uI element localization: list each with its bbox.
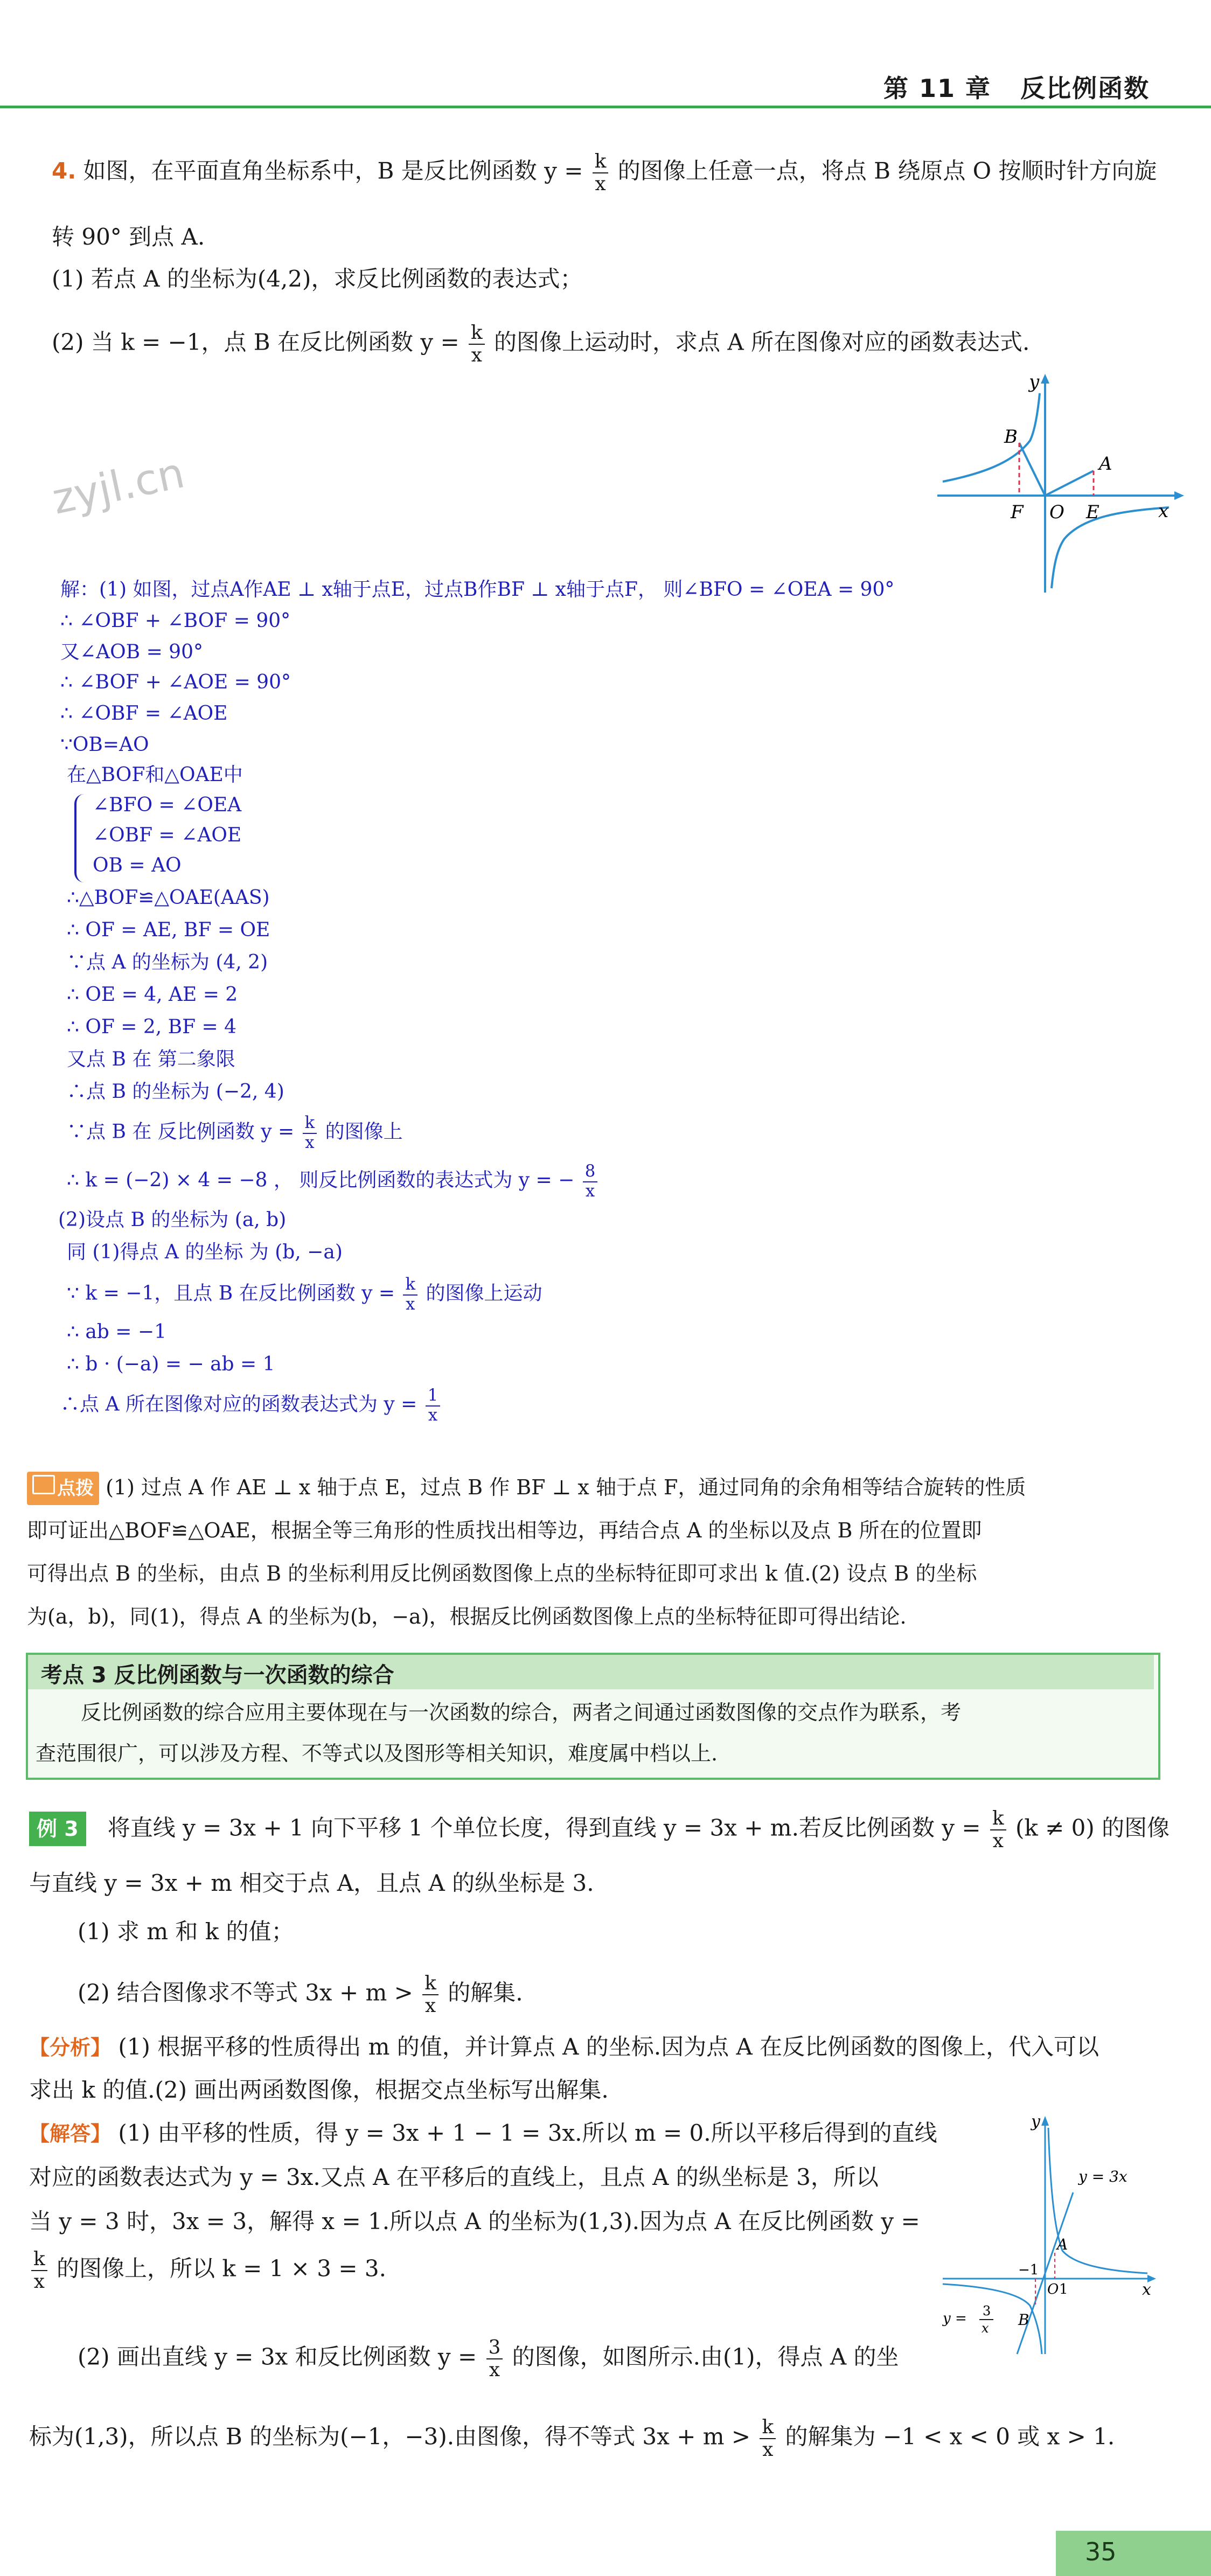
topic-line-1: 反比例函数的综合应用主要体现在与一次函数的综合，两者之间通过函数图像的交点作为联系，考: [81, 1701, 962, 1724]
solution-line-19: ∴ k = (−2) × 4 = −8 ， 则反比例函数的表达式为 y = − $\frac{8}{x}$: [67, 1164, 600, 1200]
pen-icon: [32, 1475, 55, 1494]
chapter-title: 反比例函数: [1020, 74, 1150, 103]
example-part1: (1) 求 m 和 k 的值；: [78, 1918, 294, 1945]
graph2-hyp-label: y =: [943, 2310, 967, 2327]
hint-line-3: 可得出点 B 的坐标，由点 B 的坐标利用反比例函数图像上点的坐标特征即可求出 k 值.(2) 设点 B 的坐标: [27, 1562, 977, 1585]
graph2-point-a: A: [1057, 2236, 1068, 2253]
solution-line-15: ∴ OF = 2, BF = 4: [67, 1016, 237, 1038]
example-line-1: 例 3 将直线 y = 3x + 1 向下平移 1 个单位长度，得到直线 y = 3x + m.若反比例函数 y = $\frac{k}{x}$ (k ≠ 0) 的图像: [29, 1809, 1170, 1850]
solution-line-24: ∴ b · (−a) = − ab = 1: [67, 1353, 275, 1375]
fraction-k-over-x: $\frac{k}{x}$: [593, 152, 609, 193]
watermark: zyjl.cn: [48, 449, 189, 524]
graph1-point-b: B: [1004, 426, 1018, 448]
solution-line-18: ∵点 B 在 反比例函数 y = $\frac{k}{x}$ 的图像上: [67, 1113, 403, 1152]
graph2-hyp-num: 3: [983, 2303, 991, 2319]
solution-line-7: 在△BOF和△OAE中: [67, 764, 243, 786]
brace: [74, 794, 87, 882]
topic-line-2: 查范围很广，可以涉及方程、不等式以及图形等相关知识，难度属中档以上.: [36, 1742, 718, 1765]
answer-line-3: 当 y = 3 时，3x = 3，解得 x = 1.所以点 A 的坐标为(1,3).因为点 A 在反比例函数 y =: [29, 2208, 920, 2234]
solution-brace-1: ∠BFO = ∠OEA: [93, 794, 242, 816]
graph2-line-label: y = 3x: [1078, 2168, 1128, 2185]
graph-intersection-figure: [937, 2112, 1164, 2359]
q4-part2: (2) 当 k = −1，点 B 在反比例函数 y = $\frac{k}{x}$ 的图像上运动时，求点 A 所在图像对应的函数表达式.: [52, 322, 1030, 366]
solution-line-17: ∴点 B 的坐标为 (−2, 4): [67, 1081, 284, 1103]
solution-line-6: ∵OB=AO: [60, 734, 149, 756]
analysis-line-2: 求出 k 的值.(2) 画出两函数图像，根据交点坐标写出解集.: [29, 2077, 609, 2103]
analysis-line-1: 【分析】 (1) 根据平移的性质得出 m 的值，并计算点 A 的坐标.因为点 A 在反比例函数的图像上，代入可以: [29, 2031, 1099, 2064]
solution-line-1: 解：(1) 如图，过点A作AE ⊥ x轴于点E，过点B作BF ⊥ x轴于点F， 则∠BFO = ∠OEA = 90°: [60, 579, 895, 601]
q4-line2: 转 90° 到点 A.: [52, 224, 205, 250]
solution-line-13: ∵点 A 的坐标为 (4, 2): [67, 951, 268, 973]
solution-line-22: ∵ k = −1，且点 B 在反比例函数 y = $\frac{k}{x}$ 的图像上运动: [67, 1275, 542, 1314]
answer-line-1: 【解答】 (1) 由平移的性质，得 y = 3x + 1 − 1 = 3x.所以 m = 0.所以平移后得到的直线: [29, 2117, 937, 2150]
hint-line-2: 即可证出△BOF≌△OAE，根据全等三角形的性质找出相等边，再结合点 A 的坐标以及点 B 所在的位置即: [27, 1519, 982, 1542]
solution-line-5: ∴ ∠OBF = ∠AOE: [60, 702, 228, 725]
graph1-point-f: F: [1011, 502, 1024, 523]
question-number: 4.: [52, 157, 76, 184]
graph-rotation-figure: [937, 372, 1185, 598]
solution-line-4: ∴ ∠BOF + ∠AOE = 90°: [60, 671, 291, 693]
analysis-tag: 【分析】: [29, 2036, 112, 2059]
graph1-point-e: E: [1086, 502, 1099, 523]
solution-line-14: ∴ OE = 4, AE = 2: [67, 984, 238, 1006]
hint-line-4: 为(a，b)，同(1)，得点 A 的坐标为(b，−a)，根据反比例函数图像上点的坐标特征即可得出结论.: [27, 1605, 907, 1628]
solution-line-25: ∴点 A 所在图像对应的函数表达式为 y = $\frac{1}{x}$: [60, 1388, 442, 1424]
example-line-2: 与直线 y = 3x + m 相交于点 A，且点 A 的纵坐标是 3.: [29, 1870, 594, 1896]
answer-line-2: 对应的函数表达式为 y = 3x.又点 A 在平移后的直线上，且点 A 的纵坐标是 3，所以: [29, 2164, 879, 2190]
hint-tag: 点拨: [27, 1472, 99, 1505]
graph2-origin: O: [1047, 2281, 1059, 2297]
q4-line1: 4. 如图，在平面直角坐标系中，B 是反比例函数 y = $\frac{k}{x}$ 的图像上任意一点，将点 B 绕原点 O 按顺时针方向旋: [52, 150, 1157, 195]
solution-line-3: 又∠AOB = 90°: [60, 641, 203, 663]
page-number: 35: [1085, 2537, 1117, 2566]
chapter-header: [883, 69, 1150, 105]
solution-brace-3: OB = AO: [93, 854, 182, 876]
solution-line-2: ∴ ∠OBF + ∠BOF = 90°: [60, 610, 291, 632]
topic-title: 考点 3 反比例函数与一次函数的综合: [41, 1663, 394, 1688]
solution-line-12: ∴ OF = AE, BF = OE: [67, 919, 270, 941]
graph2-tick-1: 1: [1059, 2281, 1068, 2297]
graph1-x-label: x: [1158, 500, 1169, 522]
answer-line-4: $\frac{k}{x}$ 的图像上，所以 k = 1 × 3 = 3.: [29, 2250, 386, 2291]
q4-part1: (1) 若点 A 的坐标为(4,2)，求反比例函数的表达式；: [52, 266, 583, 292]
example-tag: 例 3: [29, 1812, 86, 1846]
header-divider: [0, 106, 1211, 108]
answer-tag: 【解答】: [29, 2122, 112, 2146]
graph1-y-label: y: [1029, 372, 1040, 393]
graph2-y-label: y: [1031, 2112, 1040, 2131]
solution-line-23: ∴ ab = −1: [67, 1321, 166, 1343]
graph2-x-label: x: [1142, 2280, 1151, 2299]
example-part2: (2) 结合图像求不等式 3x + m > $\frac{k}{x}$ 的解集.: [78, 1972, 523, 2017]
answer-line-6: 标为(1,3)，所以点 B 的坐标为(−1，−3).由图像，得不等式 3x + m > $\frac{k}{x}$ 的解集为 −1 < x < 0 或 x > 1.: [29, 2416, 1115, 2461]
chapter-number: 第 11 章: [883, 74, 992, 103]
solution-line-11: ∴△BOF≌△OAE(AAS): [67, 887, 270, 909]
graph1-origin: O: [1049, 502, 1064, 523]
graph2-tick-neg1: −1: [1018, 2262, 1039, 2278]
answer-line-5: (2) 画出直线 y = 3x 和反比例函数 y = $\frac{3}{x}$ 的图像，如图所示.由(1)，得点 A 的坐: [78, 2336, 899, 2381]
graph1-point-a: A: [1099, 453, 1112, 475]
graph2-hyp-den: x: [982, 2321, 989, 2336]
solution-line-20: (2)设点 B 的坐标为 (a, b): [58, 1209, 287, 1231]
solution-line-16: 又点 B 在 第二象限: [67, 1048, 235, 1070]
solution-line-21: 同 (1)得点 A 的坐标 为 (b, −a): [67, 1241, 343, 1263]
solution-brace-2: ∠OBF = ∠AOE: [93, 824, 242, 846]
graph2-point-b: B: [1018, 2311, 1029, 2329]
page-number-tab: [1056, 2531, 1211, 2576]
hint-line-1: 点拨 (1) 过点 A 作 AE ⊥ x 轴于点 E，过点 B 作 BF ⊥ x 轴于点 F，通过同角的余角相等结合旋转的性质: [27, 1472, 1026, 1505]
